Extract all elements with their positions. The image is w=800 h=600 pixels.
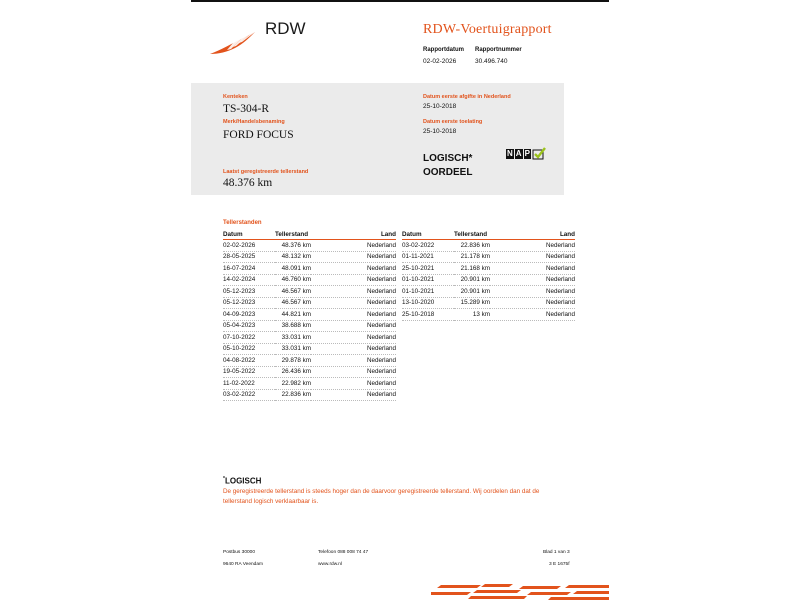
report-page <box>191 0 609 600</box>
row-country: Nederland <box>490 263 575 275</box>
row-reading: 26.436 km <box>275 366 311 378</box>
row-reading: 13 km <box>454 309 490 321</box>
row-date: 04-09-2023 <box>223 309 275 321</box>
table-row <box>402 274 575 286</box>
row-country: Nederland <box>311 263 396 275</box>
plate-label: Kenteken <box>223 94 248 100</box>
row-reading: 46.567 km <box>275 286 311 298</box>
row-country: Nederland <box>490 297 575 309</box>
row-reading: 38.688 km <box>275 320 311 332</box>
footer-stripes-graphic <box>431 582 609 600</box>
table-row <box>223 320 396 332</box>
table-row <box>223 355 396 367</box>
footer-page: Blad 1 van 3 <box>543 550 570 555</box>
nap-badge <box>506 149 532 162</box>
table-row <box>223 343 396 355</box>
row-reading: 20.901 km <box>454 286 490 298</box>
last-reading-label: Laatst geregistreerde tellerstand <box>223 169 309 175</box>
row-date: 03-02-2022 <box>223 389 275 401</box>
first-admission-label: Datum eerste toelating <box>423 119 483 125</box>
table-row <box>223 274 396 286</box>
row-reading: 46.567 km <box>275 297 311 309</box>
footer-city: 9640 RA Veendam <box>223 562 264 567</box>
row-reading: 22.836 km <box>275 389 311 401</box>
row-date: 01-10-2021 <box>402 286 454 298</box>
table-row <box>402 309 575 321</box>
row-date: 05-12-2023 <box>223 297 275 309</box>
row-country: Nederland <box>311 366 396 378</box>
row-date: 05-12-2023 <box>223 286 275 298</box>
table-row <box>223 309 396 321</box>
make-value: FORD FOCUS <box>223 129 294 141</box>
row-date: 11-02-2022 <box>223 378 275 390</box>
row-reading: 44.821 km <box>275 309 311 321</box>
row-reading: 22.836 km <box>454 240 490 252</box>
row-date: 03-02-2022 <box>402 240 454 252</box>
make-label: Merk/Handelsbenaming <box>223 119 285 125</box>
row-country: Nederland <box>490 309 575 321</box>
plate-value: TS-304-R <box>223 103 269 115</box>
footer-code: 3 E 1675f <box>549 562 570 567</box>
footnote-title <box>223 476 261 486</box>
row-country: Nederland <box>311 378 396 390</box>
row-date: 01-10-2021 <box>402 274 454 286</box>
row-date: 02-02-2026 <box>223 240 275 252</box>
first-admission-date: 25-10-2018 <box>423 128 457 135</box>
table-row <box>223 251 396 263</box>
row-country: Nederland <box>311 251 396 263</box>
table-row <box>223 389 396 401</box>
row-date: 01-11-2021 <box>402 251 454 263</box>
table-row <box>223 263 396 275</box>
row-date: 28-05-2025 <box>223 251 275 263</box>
row-country: Nederland <box>490 274 575 286</box>
row-country: Nederland <box>311 297 396 309</box>
row-reading: 33.031 km <box>275 343 311 355</box>
col-reading: Tellerstand <box>275 230 311 240</box>
report-number-label: Rapportnummer <box>475 47 522 53</box>
col-country: Land <box>490 230 575 240</box>
row-reading: 15.289 km <box>454 297 490 309</box>
row-country: Nederland <box>490 286 575 298</box>
footer-phone: Telefoon 088 008 74 47 <box>318 550 369 555</box>
row-country: Nederland <box>490 240 575 252</box>
row-date: 19-05-2022 <box>223 366 275 378</box>
row-reading: 20.901 km <box>454 274 490 286</box>
nap-letter-n: N <box>507 149 513 158</box>
report-number: 30.496.740 <box>475 58 508 65</box>
row-reading: 48.132 km <box>275 251 311 263</box>
row-reading: 48.091 km <box>275 263 311 275</box>
report-date-label: Rapportdatum <box>423 47 464 53</box>
row-reading: 22.982 km <box>275 378 311 390</box>
table-row <box>223 378 396 390</box>
row-reading: 46.760 km <box>275 274 311 286</box>
footnote-marker: * <box>223 476 225 482</box>
vehicle-summary-panel <box>191 83 564 195</box>
table-row <box>402 251 575 263</box>
row-country: Nederland <box>490 251 575 263</box>
footnote-text: De geregistreerde tellerstand is steeds hoger dan de daarvoor geregistreerde tellerstand. Wij oordelen dan dat de tellerstand logisch verklaarbaar is. <box>223 488 540 505</box>
verdict-line2: OORDEEL <box>423 167 473 178</box>
row-country: Nederland <box>311 286 396 298</box>
first-nl-date: 25-10-2018 <box>423 103 457 110</box>
footer-postbox: Postbus 30000 <box>223 550 256 555</box>
table-row <box>402 263 575 275</box>
checkmark-icon <box>532 146 546 160</box>
row-date: 05-10-2022 <box>223 343 275 355</box>
row-date: 25-10-2021 <box>402 263 454 275</box>
readings-section-title: Tellerstanden <box>223 220 262 226</box>
row-reading: 48.376 km <box>275 240 311 252</box>
table-row <box>223 332 396 344</box>
row-date: 25-10-2018 <box>402 309 454 321</box>
table-row <box>223 240 396 252</box>
row-country: Nederland <box>311 343 396 355</box>
row-country: Nederland <box>311 274 396 286</box>
row-reading: 29.878 km <box>275 355 311 367</box>
table-row <box>223 286 396 298</box>
row-country: Nederland <box>311 355 396 367</box>
row-country: Nederland <box>311 320 396 332</box>
row-reading: 21.168 km <box>454 263 490 275</box>
nap-letter-p: P <box>524 149 530 158</box>
col-date: Datum <box>223 230 275 240</box>
table-row <box>223 366 396 378</box>
row-country: Nederland <box>311 389 396 401</box>
verdict-line1: LOGISCH* <box>423 153 473 164</box>
table-row <box>402 297 575 309</box>
col-country: Land <box>311 230 396 240</box>
row-country: Nederland <box>311 240 396 252</box>
row-date: 07-10-2022 <box>223 332 275 344</box>
brand-name: RDW <box>265 19 306 38</box>
readings-table-right <box>402 230 575 321</box>
table-row <box>402 240 575 252</box>
row-date: 14-02-2024 <box>223 274 275 286</box>
row-country: Nederland <box>311 309 396 321</box>
first-nl-label: Datum eerste afgifte in Nederland <box>423 94 511 100</box>
nap-letter-a: A <box>515 149 522 158</box>
footer-website: www.rdw.nl <box>318 562 342 567</box>
rdw-logo-icon <box>209 30 259 56</box>
report-date: 02-02-2026 <box>423 58 457 65</box>
table-row <box>402 286 575 298</box>
table-row <box>223 297 396 309</box>
report-title: RDW-Voertuigrapport <box>423 22 552 37</box>
readings-table-left <box>223 230 396 401</box>
row-date: 13-10-2020 <box>402 297 454 309</box>
verdict <box>423 152 472 180</box>
row-date: 04-08-2022 <box>223 355 275 367</box>
footnote-title-text: LOGISCH <box>224 476 262 486</box>
last-reading-value: 48.376 km <box>223 177 273 189</box>
col-reading: Tellerstand <box>454 230 490 240</box>
row-date: 05-04-2023 <box>223 320 275 332</box>
row-date: 16-07-2024 <box>223 263 275 275</box>
row-reading: 21.178 km <box>454 251 490 263</box>
col-date: Datum <box>402 230 454 240</box>
row-reading: 33.031 km <box>275 332 311 344</box>
row-country: Nederland <box>311 332 396 344</box>
